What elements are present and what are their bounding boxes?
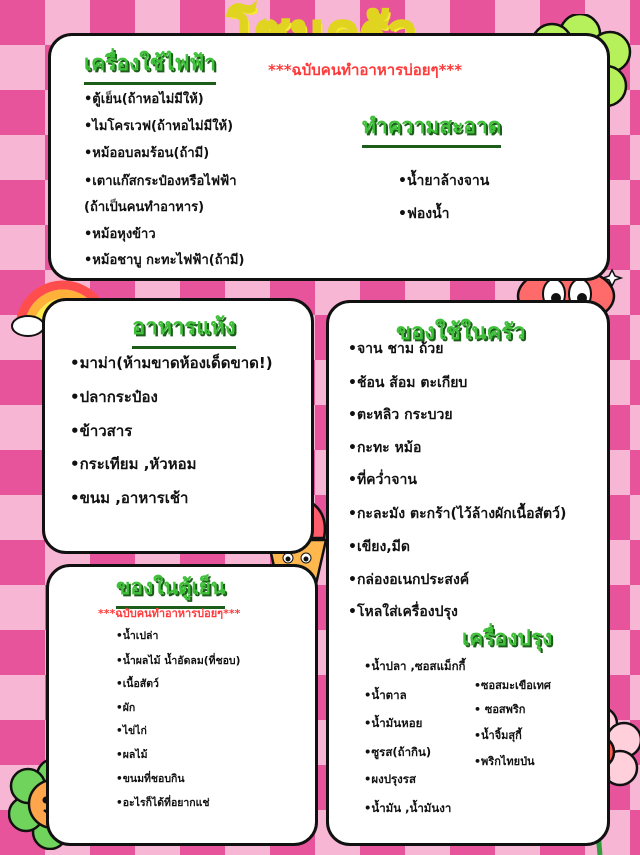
appliances-heading: เครื่องใช้ไฟฟ้า (84, 47, 216, 85)
dry-food-heading: อาหารแห้ง (132, 309, 236, 349)
list-item: •ตะหลิว กระบวย (348, 407, 453, 423)
list-item: •ที่คว่ำจาน (348, 472, 417, 488)
list-item: •ปลากระป๋อง (70, 388, 158, 406)
list-item: •ตู้เย็น(ถ้าหอไม่มีให้) (84, 92, 204, 107)
list-item: •น้ำยาล้างจาน (398, 173, 490, 189)
list-item: •พริกไทยป่น (474, 755, 535, 768)
list-item: •เขียง,มีด (348, 539, 410, 555)
list-item: •ผัก (116, 702, 136, 714)
list-item: •ซูรส(ถ้ากิน) (364, 745, 432, 759)
list-item: (ถ้าเป็นคนทำอาหาร) (84, 200, 205, 215)
list-item: •ขนม ,อาหารเช้า (70, 489, 189, 507)
list-item: •น้ำปลา ,ซอสแม็กกี้ (364, 659, 466, 673)
list-item: •หม้อชาบู กะทะไฟฟ้า(ถ้ามี) (84, 253, 245, 268)
cleaning-heading: ทำความสะอาด (362, 110, 501, 148)
list-item: •กล่องอเนกประสงค์ (348, 572, 470, 588)
list-item: •โหลใส่เครื่องปรุง (348, 604, 458, 620)
list-item: •อะไรก็ได้ที่อยากแช่ (116, 797, 210, 809)
list-item: •น้ำเปล่า (116, 630, 159, 642)
list-item: •หม้อหุงข้าว (84, 227, 156, 242)
kitchenware-heading: ของใช้ในครัว (396, 320, 526, 345)
list-item: •น้ำมัน ,น้ำมันงา (364, 801, 452, 815)
list-item: •ขนมที่ชอบกิน (116, 773, 185, 785)
list-item: •กะทะ หม้อ (348, 440, 422, 456)
list-item: •หม้ออบลมร้อน(ถ้ามี) (84, 146, 210, 161)
list-item: •ผงปรุงรส (364, 772, 416, 786)
list-item: •ไมโครเวฟ(ถ้าหอไม่มีให้) (84, 119, 234, 134)
seasoning-heading: เครื่องปรุง (462, 626, 553, 650)
list-item: •น้ำผลไม้ น้ำอัดลม(ที่ชอบ) (116, 655, 241, 667)
list-item: •จาน ชาม ถ้วย (348, 341, 444, 357)
list-item: •ซอสมะเขือเทศ (474, 679, 551, 692)
list-item: •กะละมัง ตะกร้า(ไว้ล้างผักเนื้อสัตว์) (348, 506, 567, 522)
list-item: • ซอสพริก (474, 703, 526, 716)
list-item: •น้ำจิ้มสุกี้ (474, 729, 522, 742)
list-item: •น้ำตาล (364, 688, 407, 702)
list-item: •มาม่า(ห้ามขาดห้องเด็ดขาด!) (70, 354, 273, 372)
list-item: •ช้อน ส้อม ตะเกียบ (348, 375, 468, 391)
list-item: •ฟองน้ำ (398, 206, 450, 222)
list-item: •เตาแก๊สกระป๋องหรือไฟฟ้า (84, 174, 237, 189)
list-item: •ข้าวสาร (70, 422, 133, 440)
list-item: •เนื้อสัตว์ (116, 678, 159, 690)
fridge-heading: ของในตู้เย็น (116, 571, 225, 609)
list-item: •ไข่ไก่ (116, 725, 147, 737)
appliances-note: ***ฉบับคนทำอาหารบ่อยๆ*** (268, 61, 463, 79)
list-item: •ผลไม้ (116, 749, 148, 761)
list-item: •กระเทียม ,หัวหอม (70, 455, 197, 473)
fridge-note: ***ฉบับคนทำอาหารบ่อยๆ*** (98, 607, 241, 620)
list-item: •น้ำมันหอย (364, 716, 423, 730)
